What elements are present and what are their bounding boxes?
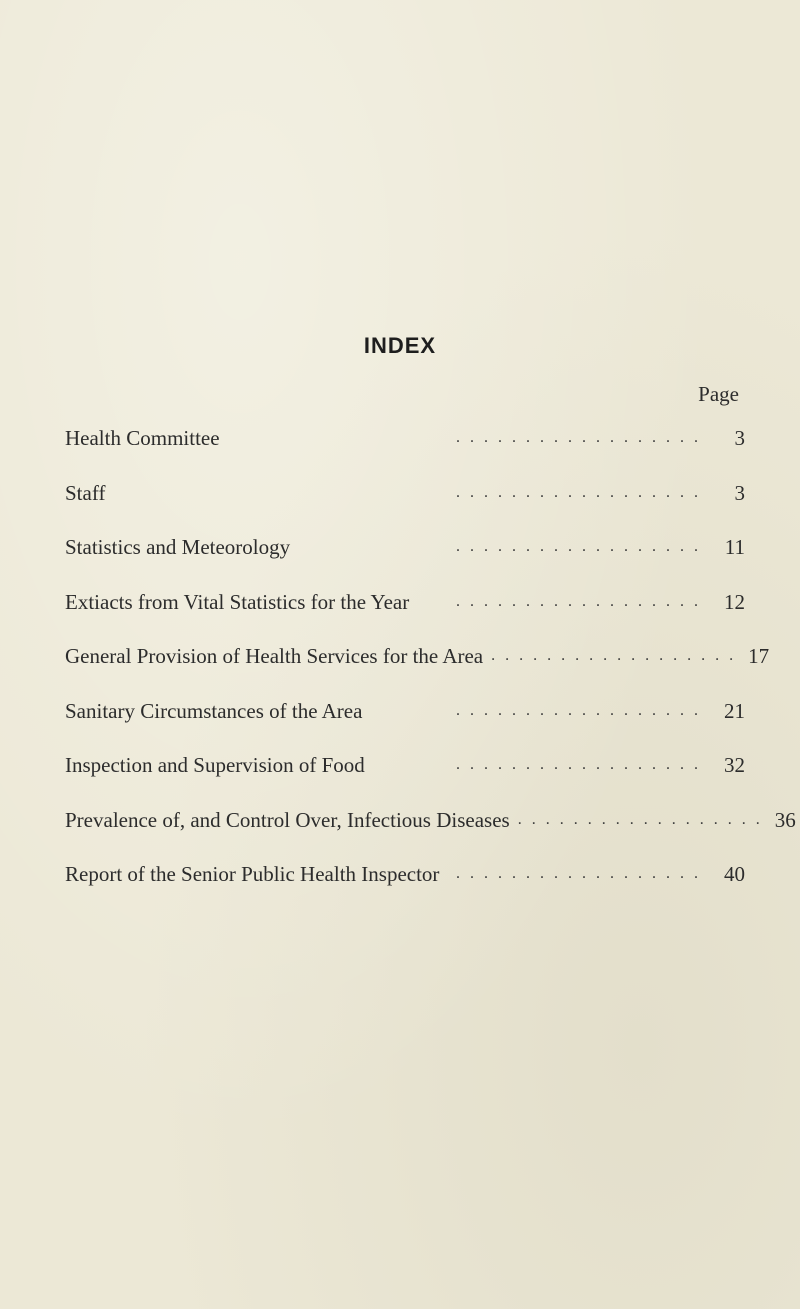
entry-title: Sanitary Circumstances of the Area (65, 698, 363, 723)
dot-leader: . . . . . . . . . . . . . . . . . . (517, 810, 763, 828)
entry-page-number: 3 (734, 426, 745, 450)
entry-title: Prevalence of, and Control Over, Infectious Diseases (65, 807, 510, 832)
dot-leader: . . . . . . . . . . . . . . . . . . (456, 429, 701, 446)
index-list (65, 422, 796, 913)
entry-page-number: 17 (748, 644, 770, 668)
index-entry (65, 858, 745, 913)
entry-title: Staff (65, 480, 106, 505)
entry-title: Inspection and Supervision of Food (65, 753, 365, 777)
index-entry (65, 477, 745, 532)
index-entry (65, 804, 796, 859)
dot-leader: . . . . . . . . . . . . . . . . . . (456, 756, 701, 773)
index-entry (65, 749, 745, 804)
dot-leader: . . . . . . . . . . . . . . . . . . (456, 592, 701, 610)
entry-page-number: 3 (734, 480, 745, 505)
dot-leader: . . . . . . . . . . . . . . . . . . (491, 647, 737, 664)
entry-page-number: 21 (724, 698, 745, 723)
entry-page-number: 12 (724, 589, 745, 614)
entry-page-number: 36 (774, 807, 796, 832)
entry-title: Extiacts from Vital Statistics for the Year (65, 589, 410, 614)
index-entry (65, 586, 745, 641)
dot-leader: . . . . . . . . . . . . . . . . . . (456, 865, 701, 882)
entry-title: Report of the Senior Public Health Inspector (65, 862, 440, 886)
page-column-label: Page (698, 382, 739, 406)
entry-title: Statistics and Meteorology (65, 535, 291, 559)
index-entry (65, 422, 745, 477)
index-entry (65, 640, 770, 695)
entry-page-number: 32 (724, 753, 745, 777)
dot-leader: . . . . . . . . . . . . . . . . . . (456, 538, 701, 555)
entry-title: Health Committee (65, 426, 220, 450)
dot-leader: . . . . . . . . . . . . . . . . . . (456, 483, 701, 501)
entry-title: General Provision of Health Services for the Area (65, 644, 484, 668)
entry-page-number: 11 (724, 535, 745, 559)
index-entry (65, 531, 745, 586)
index-entry (65, 695, 745, 750)
page-title: INDEX (363, 333, 437, 358)
dot-leader: . . . . . . . . . . . . . . . . . . (456, 701, 701, 719)
entry-page-number: 40 (724, 862, 745, 886)
